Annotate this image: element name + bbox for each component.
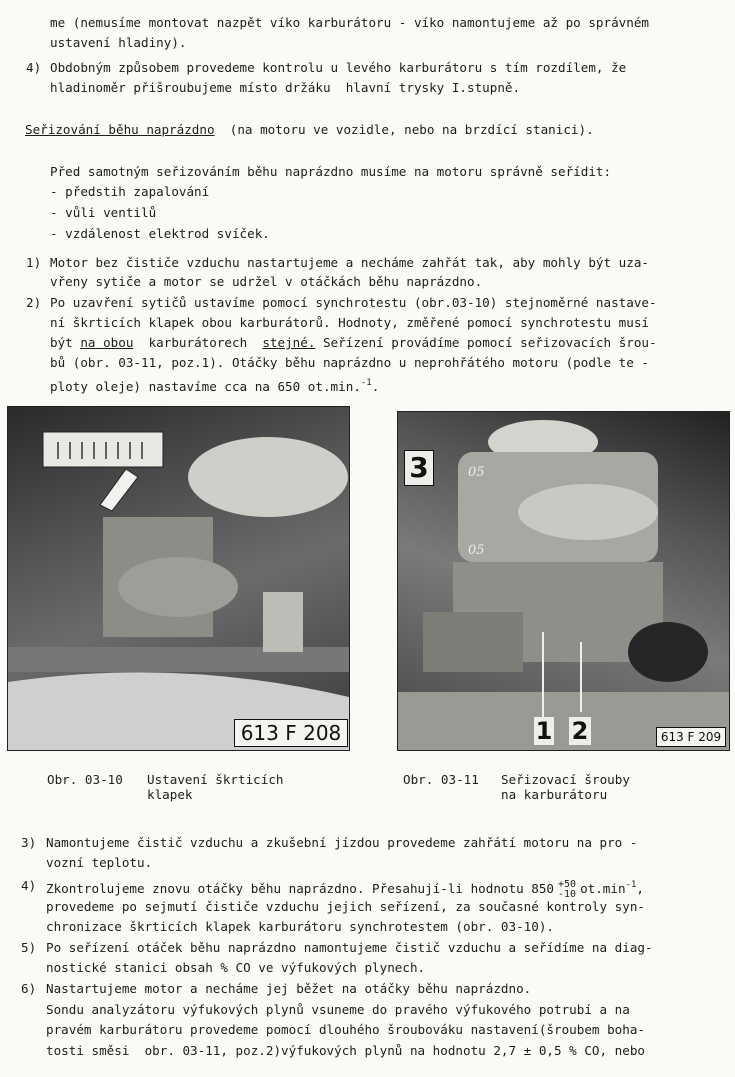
text-line: být na obou karburátorech stejné. Seřízení provádíme pomocí seřizovacích šrou- xyxy=(50,335,657,350)
bullet-item: - vůli ventilů xyxy=(50,205,157,220)
item-number: 5) xyxy=(21,940,37,955)
text-line: Namontujeme čistič vzduchu a zkušební jízdou provedeme zahřátí motoru na pro - xyxy=(46,835,638,850)
engine-illustration xyxy=(8,407,349,750)
text-line: Po uzavření sytičů ustavíme pomocí synchrotestu (obr.03-10) stejnoměrné nastave- xyxy=(50,295,657,310)
text-line: vřeny sytiče a motor se udržel v otáčkách běhu naprázdno. xyxy=(50,274,483,289)
section-heading-row xyxy=(25,120,594,139)
section-note: (na motoru ve vozidle, nebo na brzdící stanici). xyxy=(229,122,594,137)
bullet-item: - vzdálenost elektrod svíček. xyxy=(50,226,270,241)
text-line: provedeme po sejmutí čističe vzduchu jejich seřízení, za současné kontroly syn- xyxy=(46,899,645,914)
text-line: Sondu analyzátoru výfukových plynů vsuneme do pravého výfukového potrubí a na xyxy=(46,1002,630,1017)
section-heading: Seřizování běhu naprázdno xyxy=(25,122,215,137)
text-line: hladinoměr přišroubujeme místo držáku hlavní trysky I.stupně. xyxy=(50,80,521,95)
figure-photo-carburettor xyxy=(397,411,730,751)
text-line: chronizace škrticích klapek karburátoru synchrotestem (obr. 03-10). xyxy=(46,919,554,934)
carburettor-illustration xyxy=(398,412,729,750)
figure-caption: Seřizovací šrouby xyxy=(501,772,630,787)
item-number: 4) xyxy=(21,878,37,893)
text-line: Obdobným způsobem provedeme kontrolu u levého karburátoru s tím rozdílem, že xyxy=(50,60,627,75)
figure-tag: 613 F 208 xyxy=(234,719,348,747)
item-number: 2) xyxy=(26,295,42,310)
item-number: 6) xyxy=(21,981,37,996)
text-line: Zkontrolujeme znovu otáčky běhu naprázdno. Přesahují-li hodnotu 850 +50 -10 $ot.\min^{-1}$, xyxy=(46,878,644,900)
figure-caption: klapek xyxy=(147,787,193,802)
text-line: tosti směsi obr. 03-11, poz.2)výfukových plynů na hodnotu 2,7 ± 0,5 % CO, nebo xyxy=(46,1043,645,1058)
text-line: Motor bez čističe vzduchu nastartujeme a necháme zahřát tak, aby mohly být uza- xyxy=(50,255,649,270)
tolerance: +50 -10 xyxy=(558,878,577,900)
text-line: pravém karburátoru provedeme pomocí dlouhého šroubováku nastavení(šroubem boha- xyxy=(46,1022,645,1037)
callout-label-2: 2 xyxy=(569,717,591,745)
figure-tag: 613 F 209 xyxy=(656,727,726,747)
figure-caption: na karburátoru xyxy=(501,787,608,802)
text-line: ní škrticích klapek obou karburátorů. Hodnoty, změřené pomocí synchrotestu musí xyxy=(50,315,649,330)
text-line: ustavení hladiny). xyxy=(50,35,187,50)
text-line: nostické stanici obsah % CO ve výfukových plynech. xyxy=(46,960,426,975)
text-line: vozní teplotu. xyxy=(46,855,153,870)
callout-label-3: 3 xyxy=(404,450,434,486)
mark-05-lower: 05 xyxy=(468,543,485,558)
callout-label-1: 1 xyxy=(535,717,553,745)
text-line: Nastartujeme motor a necháme jej běžet na otáčky běhu naprázdno. xyxy=(46,981,532,996)
figure-caption-number: Obr. 03-11 xyxy=(403,772,479,787)
text-line: me (nemusíme montovat nazpět víko karburátoru - víko namontujeme až po správném xyxy=(50,15,649,30)
bullet-item: - předstih zapalování xyxy=(50,184,210,199)
mark-05-upper: 05 xyxy=(468,465,485,480)
item-number: 4) xyxy=(26,60,42,75)
item-number: 1) xyxy=(26,255,42,270)
figure-caption: Ustavení škrticích xyxy=(147,772,284,787)
text-line: Po seřízení otáček běhu naprázdno namontujeme čistič vzduchu a seřídíme na diag- xyxy=(46,940,653,955)
text-line: bů (obr. 03-11, poz.1). Otáčky běhu naprázdno u neprohřátého motoru (podle te - xyxy=(50,355,649,370)
intro-text: Před samotným seřizováním běhu naprázdno musíme na motoru správně seřídit: xyxy=(50,164,612,179)
figure-caption-number: Obr. 03-10 xyxy=(47,772,123,787)
item-number: 3) xyxy=(21,835,37,850)
figure-photo-synchrotest xyxy=(7,406,350,751)
text-line: ploty oleje) nastavíme cca na 650 ot.min.$^{-1}$. xyxy=(50,378,380,394)
